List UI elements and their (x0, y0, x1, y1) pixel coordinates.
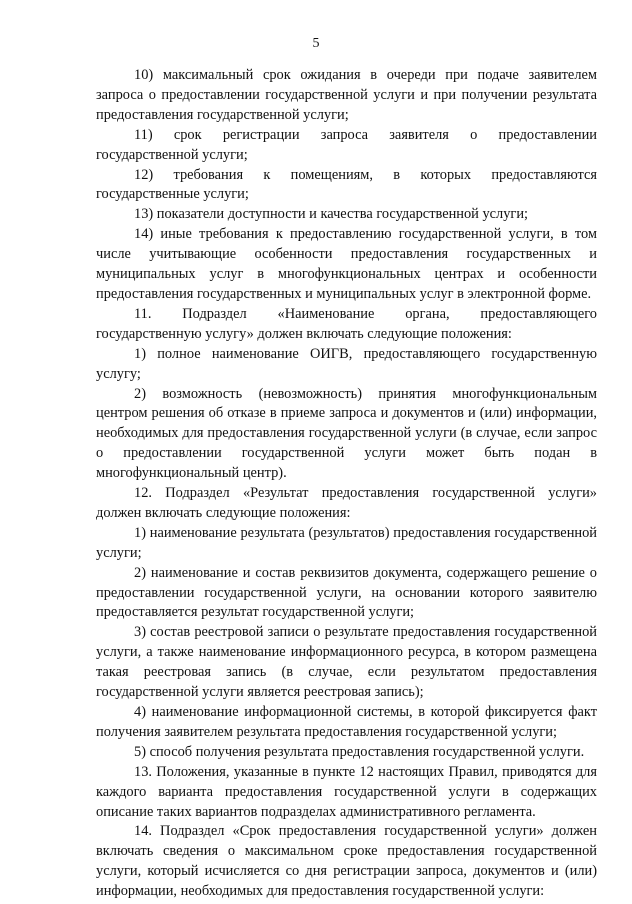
paragraph-clause-13: 13. Положения, указанные в пункте 12 настоящих Правил, приводятся для каждого варианта предоставления государственной услуги в содержащих описание таких вариантов подразделах административного регламента. (96, 763, 597, 820)
paragraph-clause-14: 14. Подраздел «Срок предоставления государственной услуги» должен включать сведения о максимальном сроке предоставления государственной услуги, который исчисляется со дня регистрации запроса, документов и (или) информации, необходимых для предоставления государственной услуги: (96, 823, 597, 900)
page-number: 5 (312, 36, 320, 51)
paragraph-clause-11: 11. Подраздел «Наименование органа, предоставляющего государственную услугу» должен включать следующие положения: (96, 305, 597, 342)
paragraph-item-12: 12) требования к помещениям, в которых предоставляются государственные услуги; (96, 166, 597, 203)
paragraph-item-13: 13) показатели доступности и качества государственной услуги; (134, 206, 529, 223)
paragraph-clause-12-item-5: 5) способ получения результата предоставления государственной услуги. (134, 743, 585, 760)
paragraph-clause-11-item-1: 1) полное наименование ОИГВ, предоставляющего государственную услугу; (96, 345, 597, 382)
paragraph-clause-12-item-3: 3) состав реестровой записи о результате предоставления государственной услуги, а также наименование информационного ресурса, в котором размещена такая реестровая запись (в случае, если результатом предоставления государственной услуги является реестровая запись); (96, 624, 597, 701)
paragraph-clause-11-item-2: 2) возможность (невозможность) принятия многофункциональным центром решения об отказе в приеме запроса и документов и (или) информации, необходимых для предоставления государственной услуги (в случае, если запрос о предоставлении государственной услуги может быть подан в многофункциональный центр). (96, 385, 597, 482)
paragraph-clause-12-item-1: 1) наименование результата (результатов) предоставления государственной услуги; (96, 524, 597, 561)
paragraph-item-10: 10) максимальный срок ожидания в очереди при подаче заявителем запроса о предоставлении государственной услуги и при получении результата предоставления государственной услуги; (96, 67, 597, 123)
paragraph-clause-12-item-2: 2) наименование и состав реквизитов документа, содержащего решение о предоставлении государственной услуги, на основании которого заявителю предоставляется результат государственной услуги; (96, 564, 597, 621)
document-body (96, 66, 597, 902)
paragraph-item-11: 11) срок регистрации запроса заявителя о предоставлении государственной услуги; (96, 126, 597, 163)
paragraph-clause-12-item-4: 4) наименование информационной системы, в которой фиксируется факт получения заявителем результата предоставления государственной услуги; (96, 704, 597, 740)
paragraph-clause-12: 12. Подраздел «Результат предоставления государственной услуги» должен включать следующие положения: (96, 485, 597, 521)
paragraph-item-14: 14) иные требования к предоставлению государственной услуги, в том числе учитывающие особенности предоставления государственных и муниципальных услуг в многофункциональных центрах и особенности предоставления государственных и муниципальных услуг в электронной форме. (96, 226, 597, 302)
